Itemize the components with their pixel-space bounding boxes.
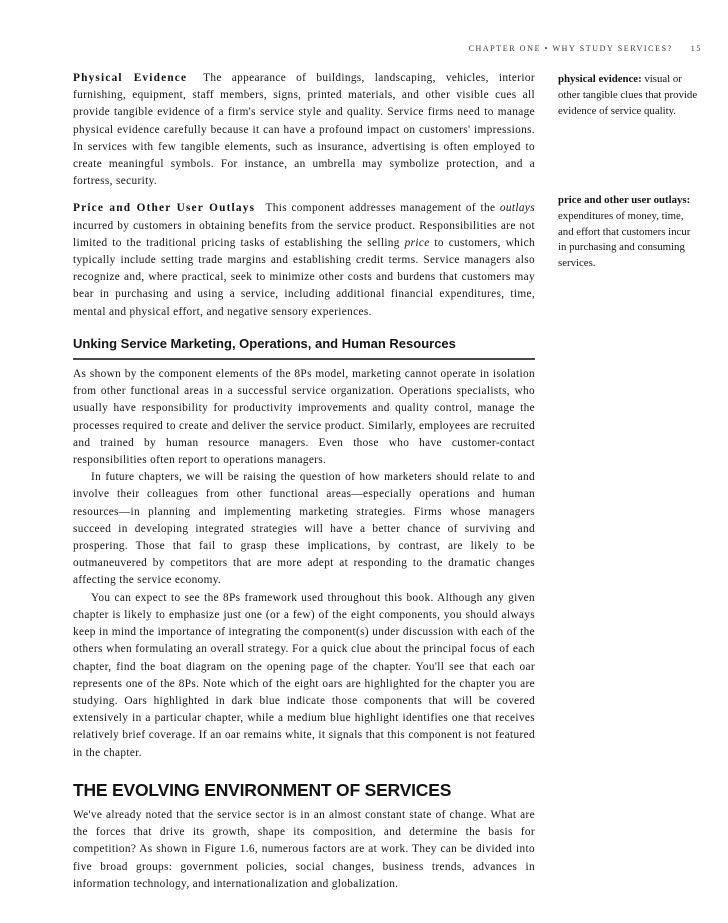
linking-heading: Unking Service Marketing, Operations, and Human Resources (73, 335, 456, 351)
linking-paragraph-3: You can expect to see the 8Ps framework used throughout this book. Although any given chapter is likely to emphasize just one (or a few) of the eight components, you should always keep in mind the importance of integrating the component(s) under discussion with each of the others when formulating an overall strategy. For a quick clue about the principal focus of each chapter, find the boat diagram on the opening page of the chapter. You'll see that each oar represents one of the 8Ps. Note which of the eight oars are highlighted for the chapter you are studying. Oars highlighted in dark blue indicate those components that will be covered extensively in a particular chapter, while a medium blue highlight identifies one that receives relatively brief coverage. If an oar remains white, it signals that this component is not featured in the chapter. (73, 591, 535, 759)
physical-evidence-paragraph (73, 70, 535, 190)
physical-evidence-text: The appearance of buildings, landscaping, vehicles, interior furnishing, equipment, staff members, signs, printed materials, and other visible cues all provide tangible evidence of a firm's service style and quality. Service firms need to manage physical evidence carefully because it can have a profound impact on customers' impressions. In services with few tangible elements, such as insurance, advertising is often employed to create meaningful symbols. For instance, an umbrella may symbolize protection, and a fortress, security. (73, 72, 535, 188)
evolving-heading: THE EVOLVING ENVIRONMENT OF SERVICES (73, 779, 452, 800)
price-emphasis-outlays: outlays (499, 202, 535, 215)
section-divider (73, 358, 535, 360)
margin-definition: expenditures of money, time, and effort that customers incur in purchasing and consuming services. (558, 209, 691, 270)
running-head (469, 44, 702, 53)
linking-paragraph-2: In future chapters, we will be raising the question of how marketers should relate to and involve their colleagues from other functional areas—especially operations and human resources—in planning and implementing marketing strategies. Firms whose managers succeed in developing integrated strategies will have a better chance of surviving and prospering. Those that fail to grasp these implications, by contrast, are likely to be outmaneuvered by competitors that are more adept at responding to the dramatic changes affecting the service economy. (73, 471, 535, 587)
physical-evidence-heading: Physical Evidence (73, 72, 188, 84)
price-text-b: incurred by customers in obtaining benefits from the service product. Responsibilities are not limited to the traditional pricing tasks of establishing the selling (73, 219, 535, 249)
price-heading: Price and Other User Outlays (73, 202, 256, 215)
margin-term: price and other user outlays: (558, 194, 691, 206)
linking-paragraph-1: As shown by the component elements of the 8Ps model, marketing cannot operate in isolation from other functional areas in a successful service organization. Operations specialists, who usually have responsibility for productivity improvements and quality control, manage the processes required to create and deliver the service product. Similarly, employees are recruited and trained by human resource managers. Even those who have customer-contact responsibilities often report to operations managers. (73, 368, 535, 467)
margin-note-physical-evidence (558, 72, 698, 119)
main-column (73, 70, 535, 893)
evolving-paragraph: We've already noted that the service sector is in an almost constant state of change. What are the forces that drive its growth, shape its composition, and determine the basis for competition? As shown in Figure 1.6, numerous factors are at work. They can be divided into five broad groups: government policies, social changes, business trends, advances in information technology, and internationalization and globalization. (73, 808, 535, 890)
margin-definition: visual or other tangible clues that provide evidence of service quality. (558, 73, 698, 117)
margin-note-price (558, 193, 698, 272)
margin-term: physical evidence: (558, 73, 642, 85)
price-text-a: This component addresses management of the (265, 202, 496, 215)
price-emphasis-price: price (404, 236, 430, 249)
page-number: 15 (690, 44, 702, 53)
chapter-title: CHAPTER ONE • WHY STUDY SERVICES? (468, 44, 673, 53)
price-paragraph (73, 200, 535, 320)
price-text-c: to customers, which typically include setting trade margins and establishing credit terms. Service managers also recognize and, where practical, seek to minimize other costs and burdens that customers may bear in purchasing and using a service, including additional financial expenditures, time, mental and physical effort, and negative sensory experiences. (73, 236, 535, 318)
